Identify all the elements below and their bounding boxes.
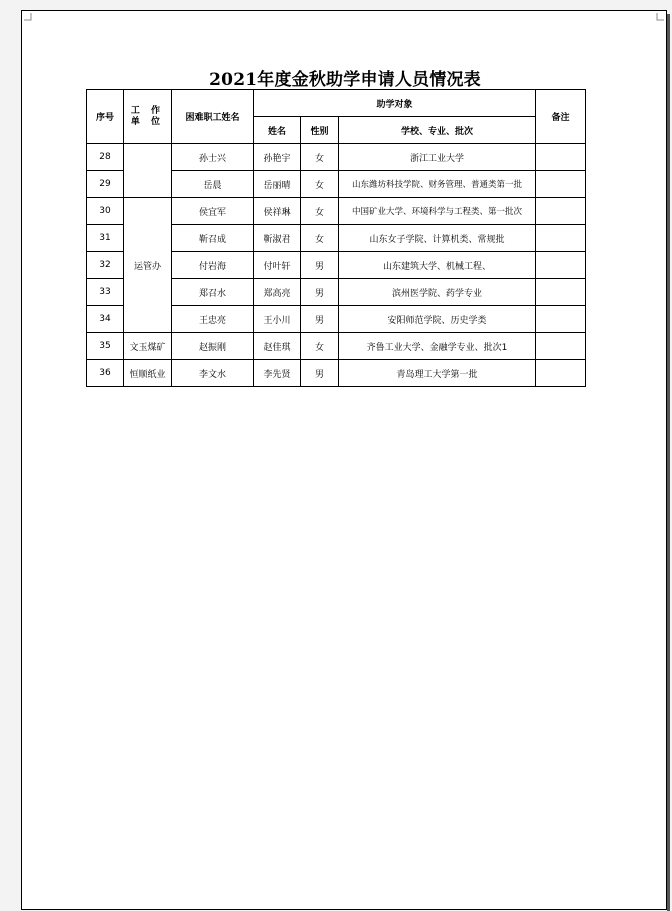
cell-unit: 文玉煤矿: [124, 333, 172, 360]
cell-gender: 女: [301, 198, 339, 225]
cell-worker: 侯宜军: [172, 198, 254, 225]
cell-name: 孙艳宇: [254, 144, 301, 171]
page-corner-mark: [24, 13, 32, 21]
table-row: [87, 333, 586, 360]
cell-school: 山东建筑大学、机械工程、: [339, 252, 536, 279]
cell-school: 山东潍坊科技学院、财务管理、普通类第一批: [339, 171, 536, 198]
cell-gender: 女: [301, 144, 339, 171]
cell-remark: [536, 144, 586, 171]
header-seq: 序号: [87, 90, 124, 144]
cell-seq: 28: [87, 144, 124, 171]
cell-unit: 恒顺纸业: [124, 360, 172, 387]
cell-school: 滨州医学院、药学专业: [339, 279, 536, 306]
page-corner-mark: [656, 13, 664, 21]
page: [21, 10, 667, 910]
cell-remark: [536, 225, 586, 252]
header-unit-line1: 工 作: [130, 105, 165, 116]
cell-worker: 郑召水: [172, 279, 254, 306]
cell-name: 郑高亮: [254, 279, 301, 306]
cell-remark: [536, 333, 586, 360]
cell-name: 付叶轩: [254, 252, 301, 279]
header-student-name: 姓名: [254, 117, 301, 144]
cell-name: 侯祥琳: [254, 198, 301, 225]
cell-gender: 女: [301, 333, 339, 360]
cell-seq: 34: [87, 306, 124, 333]
page-shadow: [667, 14, 670, 911]
cell-remark: [536, 306, 586, 333]
table-row: [87, 144, 586, 171]
cell-unit-empty: [124, 144, 172, 198]
cell-seq: 29: [87, 171, 124, 198]
cell-school: 山东女子学院、计算机类、常规批: [339, 225, 536, 252]
header-worker-name: 困难职工姓名: [172, 90, 254, 144]
header-remark: 备注: [536, 90, 586, 144]
header-unit-line2: 单 位: [130, 116, 165, 127]
cell-seq: 35: [87, 333, 124, 360]
cell-worker: 靳召成: [172, 225, 254, 252]
cell-worker: 王忠亮: [172, 306, 254, 333]
cell-name: 王小川: [254, 306, 301, 333]
cell-school: 浙江工业大学: [339, 144, 536, 171]
cell-gender: 男: [301, 360, 339, 387]
cell-seq: 31: [87, 225, 124, 252]
header-school: 学校、专业、批次: [339, 117, 536, 144]
cell-gender: 女: [301, 171, 339, 198]
cell-worker: 付岩海: [172, 252, 254, 279]
header-unit: [124, 90, 172, 144]
cell-remark: [536, 171, 586, 198]
cell-worker: 赵振刚: [172, 333, 254, 360]
header-gender: 性别: [301, 117, 339, 144]
cell-school: 中国矿业大学、环境科学与工程类、第一批次: [339, 198, 536, 225]
cell-seq: 30: [87, 198, 124, 225]
cell-school: 齐鲁工业大学、金融学专业、批次1: [339, 333, 536, 360]
cell-seq: 33: [87, 279, 124, 306]
cell-worker: 孙士兴: [172, 144, 254, 171]
cell-gender: 男: [301, 279, 339, 306]
cell-remark: [536, 198, 586, 225]
cell-remark: [536, 279, 586, 306]
cell-school: 青岛理工大学第一批: [339, 360, 536, 387]
header-target: 助学对象: [254, 90, 536, 117]
cell-worker: 李文水: [172, 360, 254, 387]
page-title: 2021年度金秋助学申请人员情况表: [209, 70, 481, 90]
cell-name: 靳淑君: [254, 225, 301, 252]
cell-remark: [536, 360, 586, 387]
cell-seq: 36: [87, 360, 124, 387]
cell-gender: 男: [301, 306, 339, 333]
cell-worker: 岳晨: [172, 171, 254, 198]
cell-school: 安阳师范学院、历史学类: [339, 306, 536, 333]
header-row: [87, 90, 586, 117]
cell-gender: 女: [301, 225, 339, 252]
table-row: [87, 360, 586, 387]
cell-gender: 男: [301, 252, 339, 279]
cell-remark: [536, 252, 586, 279]
cell-name: 赵佳琪: [254, 333, 301, 360]
cell-seq: 32: [87, 252, 124, 279]
table-row: [87, 198, 586, 225]
cell-name: 岳丽晴: [254, 171, 301, 198]
cell-unit: 运管办: [124, 198, 172, 333]
cell-name: 李先贤: [254, 360, 301, 387]
applicant-table: [86, 89, 586, 387]
